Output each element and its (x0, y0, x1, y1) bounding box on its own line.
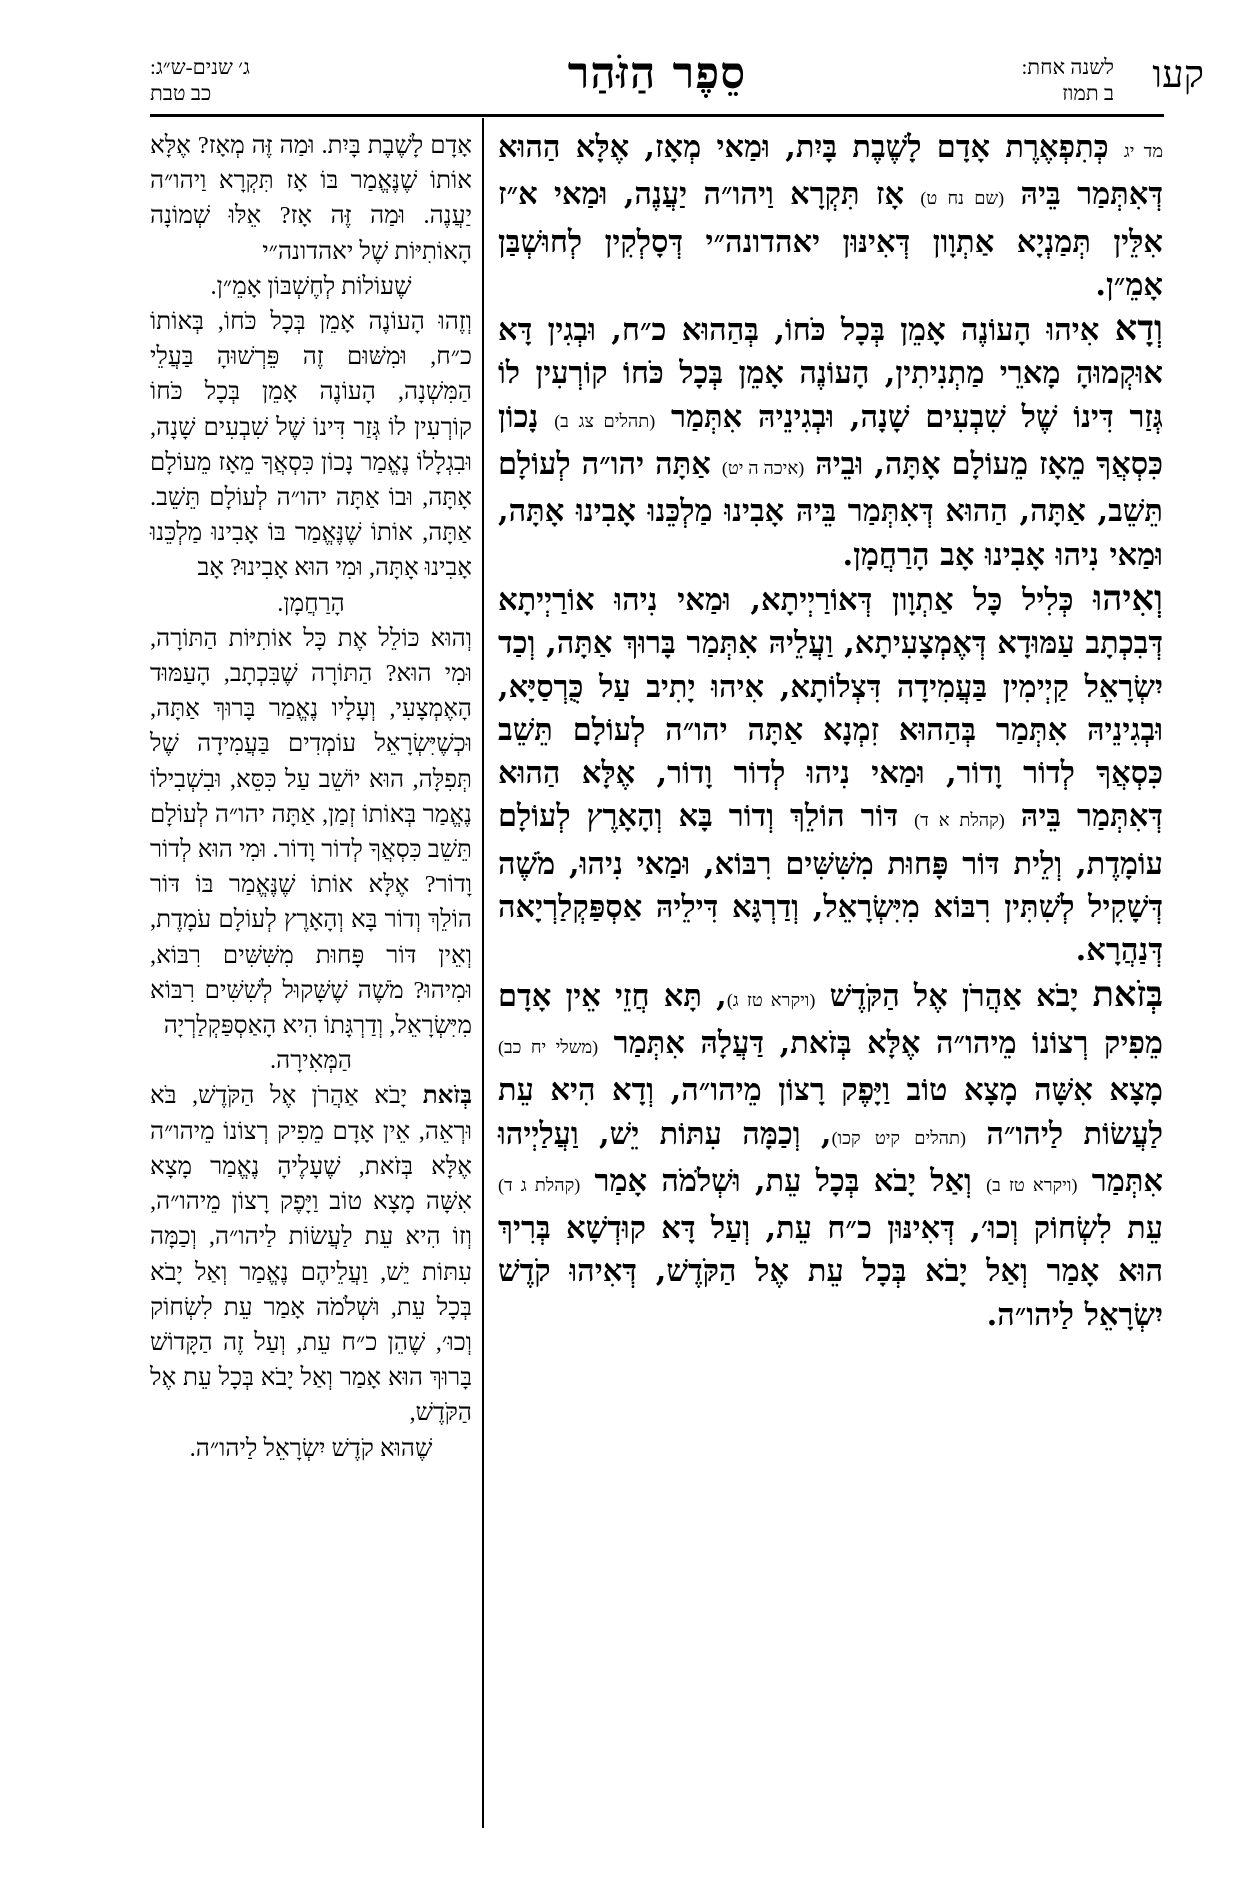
verse-ref: (קהלת ג ד) (498, 1174, 581, 1195)
main-paragraph-3 (498, 577, 1163, 973)
main-column-aramaic (498, 126, 1163, 1826)
verse-ref: (תהלים צג ב) (554, 410, 656, 431)
side-paragraph-3: וְהוּא כּוֹלֵל אֶת כָּל אוֹתִיּוֹת הַתּוֹרָה, וּמִי הוּא? הַתּוֹרָה שֶׁבִּכְתָב, הָעַמּוּד הָאֶמְצָעִי, וְעָלָיו נֶאֱמַר בָּרוּךְ אַתָּה, וּכְשֶׁיִּשְׂרָאֵל עוֹמְדִים בַּעֲמִידָה שֶׁל תְּפִלָּה, הוּא יוֹשֵׁב עַל כִּסֵּא, וּבִשְׁבִילוֹ נֶאֱמַר בְּאוֹתוֹ זְמַן, אַתָּה יהו״ה לְעוֹלָם תֵּשֵׁב כִּסְאֲךָ לְדוֹר וָדוֹר. וּמִי הוּא לְדוֹר וָדוֹר? אֶלָּא אוֹתוֹ שֶׁנֶּאֱמַר בּוֹ דּוֹר הוֹלֵךְ וְדוֹר בָּא וְהָאָרֶץ לְעוֹלָם עֹמָדֶת, וְאֵין דּוֹר פָּחוּת מִשִּׁשִּׁים רִבּוֹא, וּמִיהוּ? מֹשֶׁה שֶׁשָּׁקוּל לְשִׁשִּׁים רִבּוֹא מִיִּשְׂרָאֵל, וְדַרְגָּתוֹ הִיא הָאַסְפַּקְלַרְיָה (150, 624, 472, 1040)
main-text: אַתָּה יהו״ה לְעוֹלָם תֵּשֵׁב, אַתָּה, הַהוּא דְּאִתְּמַר בֵּיהּ אָבִינוּ מַלְכֵּנוּ אָבִינוּ אָתָּה, וּמַאי נִיהוּ אָבִינוּ אָב הָרַחֲמָן. (498, 446, 1163, 573)
header-left-schedule (150, 54, 250, 106)
side-paragraph-2-end: הָרַחֲמָן. (277, 589, 345, 617)
side-paragraph-3-end: הַמְּאִירָה. (270, 1047, 352, 1075)
main-text: אִיהוּ הָעוֹנֶה אָמֵן בְּכָל כֹּחוֹ, בְּהַהוּא כ״ח, וּבְגִין דָּא אוּקְמוּהָ מָארֵי מַתְנִיתִין, הָעוֹנֶה אָמֵן בְּכָל כֹּחוֹ קוֹרְעִין לוֹ גְּזַר דִּינוֹ שֶׁל שִׁבְעִים שָׁנָה, וּבְגִינֵיהּ אִתְּמַר (498, 312, 1163, 435)
paragraph-lead-word: בְּזֹאת (1092, 973, 1164, 1015)
main-text: אָז תִּקְרָא וַיהו״ה יַעֲנֶה, וּמַאי א״ז אִלֵּין תְּמַנְיָא אַתְוָון דְּאִינּוּן יאהדונה״י דְּסָלְקִין לְחוּשְׁבַּן אָמֵ״ן. (498, 176, 1163, 303)
header-left-line2: כב טבת (150, 81, 212, 105)
main-text: וְאַל יָבֹא בְּכָל עֵת, וּשְׁלֹמֹה אָמַר (580, 1162, 987, 1199)
paragraph-lead-word: בְּזֹאת (422, 1082, 472, 1110)
header-left-line1: ג׳ שנים-ש״ג: (150, 55, 250, 79)
main-text: כְּתִפְאֶרֶת אָדָם לָשֶׁבֶת בָּיִת, וּמַאי מְאָז, אֶלָּא הַהוּא דְּאִתְּמַר בֵּיהּ (498, 129, 1164, 213)
header-right-line1: לשנה אחת: (1021, 55, 1114, 79)
side-paragraph-4 (150, 1078, 472, 1430)
main-paragraph-1 (498, 126, 1163, 307)
side-paragraph-1: אָדָם לָשֶׁבֶת בָּיִת. וּמַה זֶּה מְאָז? אֶלָּא אוֹתוֹ שֶׁנֶּאֱמַר בּוֹ אָז תִּקְרָא וַיהו״ה יַעֲנֶה. וּמַה זֶּה אָז? אֵלּוּ שְׁמוֹנָה הָאוֹתִיּוֹת שֶׁל יאהדונה״י (150, 132, 472, 265)
verse-ref: מד יג (1123, 141, 1163, 161)
side-text: יָבֹא אַהֲרֹן אֶל הַקֹּדֶשׁ, בֹּא וּרְאֵה, אֵין אָדָם מֵפִיק רְצוֹנוֹ מֵיהו״ה אֶלָּא בְּזֹאת, שֶׁעָלֶיהָ נֶאֱמַר מָצָא אִשָּׁה מָצָא טוֹב וַיָּפֶק רָצוֹן מֵיהו״ה, וְזוֹ הִיא עֵת לַעֲשׂוֹת לַיהו״ה, וְכַמָּה עִתּוֹת יֵשׁ, וַעֲלֵיהֶם נֶאֱמַר וְאַל יָבֹא בְּכָל עֵת, וּשְׁלֹמֹה אָמַר עֵת לִשְׂחוֹק וְכוּ׳, שֶׁהֵן כ״ח עֵת, וְעַל זֶה הַקָּדוֹשׁ בָּרוּךְ הוּא אָמַר וְאַל יָבֹא בְּכָל עֵת אֶל הַקֹּדֶשׁ, (150, 1082, 472, 1427)
main-text: מָצָא אִשָּׁה מָצָא טוֹב וַיָּפֶק רָצוֹן מֵיהו״ה, וְדָא הִיא עֵת לַעֲשׂוֹת לַיהו״ה (498, 1072, 1164, 1152)
main-text: כְּלִיל כָּל אַתְוָון דְּאוֹרַיְיתָא, וּמַאי נִיהוּ אוֹרַיְיתָא דְּבִכְתָב עַמּוּדָא דְּאֶמְצָעִיתָא, וַעֲלֵיהּ אִתְּמַר בָּרוּךְ אַתָּה, וְכַד יִשְׂרָאֵל קַיְימִין בַּעֲמִידָה דִּצְלוֹתָא, אִיהוּ יָתִיב עַל כֻּרְסַיָּא, וּבְגִינֵיהּ אִתְּמַר בְּהַהוּא זִמְנָא אַתָּה יהו״ה לְעוֹלָם תֵּשֵׁב כִּסְאֲךָ לְדוֹר וָדוֹר, וּמַאי נִיהוּ לְדוֹר וָדוֹר, אֶלָּא הַהוּא דְּאִתְּמַר בֵּיהּ (498, 581, 1163, 835)
paragraph-lead-word: וְדָא (1114, 308, 1163, 350)
verse-ref: (ויקרא טז ב) (986, 1174, 1078, 1195)
verse-ref: (איכה ה יט) (721, 458, 805, 479)
page-number: קעו (1152, 52, 1204, 96)
main-paragraph-2 (498, 307, 1163, 577)
main-text: , וְכַמָּה עִתּוֹת יֵשׁ, וַעֲלַיְיהוּ אִתְּמַר (498, 1115, 1163, 1199)
verse-ref: (משלי יח כב) (498, 1036, 599, 1057)
main-text: , תָּא חֲזֵי אֵין אָדָם מֵפִיק רְצוֹנוֹ מֵיהו״ה אֶלָּא בְּזֹאת, דַּעֲלָהּ אִתְּמַר (498, 977, 1163, 1061)
side-column-hebrew (150, 128, 472, 1828)
main-text: נָכוֹן כִּסְאֲךָ מֵאָז מֵעוֹלָם אָתָּה, וּבֵיהּ (498, 398, 1164, 483)
main-text: עֵת לִשְׂחוֹק וְכוּ׳, דְּאִינּוּן כ״ח עֵת, וְעַל דָּא קוּדְשָׁא בְּרִיךְ הוּא אָמַר וְאַל יָבֹא בְּכָל עֵת אֶל הַקֹּדֶשׁ, דְּאִיהוּ קֹדֶשׁ יִשְׂרָאֵל לַיהו״ה. (498, 1210, 1163, 1333)
verse-ref: (שם נח ט) (920, 188, 1005, 209)
column-divider (482, 118, 484, 1828)
paragraph-lead-word: וְאִיהוּ (1093, 577, 1163, 619)
side-paragraph-2: וְזֶהוּ הָעוֹנֶה אָמֵן בְּכָל כֹּחוֹ, בְּאוֹתוֹ כ״ח, וּמִשּׁוּם זֶה פֵּרְשׁוּהָ בַּעֲלֵי הַמִּשְׁנָה, הָעוֹנֶה אָמֵן בְּכָל כֹּחוֹ קוֹרְעִין לוֹ גְּזַר דִּינוֹ שֶׁל שִׁבְעִים שָׁנָה, וּבִגְלָלוֹ נֶאֱמַר נָכוֹן כִּסְאֲךָ מֵאָז מֵעוֹלָם אָתָּה, וּבוֹ אַתָּה יהו״ה לְעוֹלָם תֵּשֵׁב. אַתָּה, אוֹתוֹ שֶׁנֶּאֱמַר בּוֹ אָבִינוּ מַלְכֵּנוּ אָבִינוּ אָתָּה, וּמִי הוּא אָבִינוּ? אָב (150, 308, 472, 582)
main-text: דּוֹר הוֹלֵךְ וְדוֹר בָּא וְהָאָרֶץ לְעוֹלָם עוֹמָדֶת, וְלֵית דּוֹר פָּחוּת מִשִּׁשִּׁים רִבּוֹא, וּמַאי נִיהוּ, מֹשֶׁה דְּשָׁקִיל לְשִׁתִּין רִבּוֹא מִיִּשְׂרָאֵל, וְדַרְגָּא דִּילֵיהּ אַסְפַּקְלַרְיָאה דְּנַהֲרָא. (498, 798, 1163, 969)
page-header (150, 48, 1204, 106)
verse-ref: (ויקרא טז ג) (726, 989, 816, 1010)
side-paragraph-1-end: שֶׁעוֹלוֹת לְחֶשְׁבּוֹן אָמֵ״ן. (210, 272, 412, 300)
side-paragraph-4-end: שֶׁהוּא קֹדֶשׁ יִשְׂרָאֵל לַיהו״ה. (189, 1434, 433, 1462)
verse-ref: (קהלת א ד) (914, 810, 1005, 831)
header-rule (150, 114, 1164, 117)
main-paragraph-4 (498, 973, 1163, 1337)
header-right-line2: ב תמוז (1062, 81, 1114, 105)
book-title: סֵפֶר הַזֹּהַר (567, 48, 747, 99)
verse-ref: (תהלים קיט קכו) (831, 1127, 967, 1148)
main-text: יָבֹא אַהֲרֹן אֶל הַקֹּדֶשׁ (815, 977, 1093, 1014)
